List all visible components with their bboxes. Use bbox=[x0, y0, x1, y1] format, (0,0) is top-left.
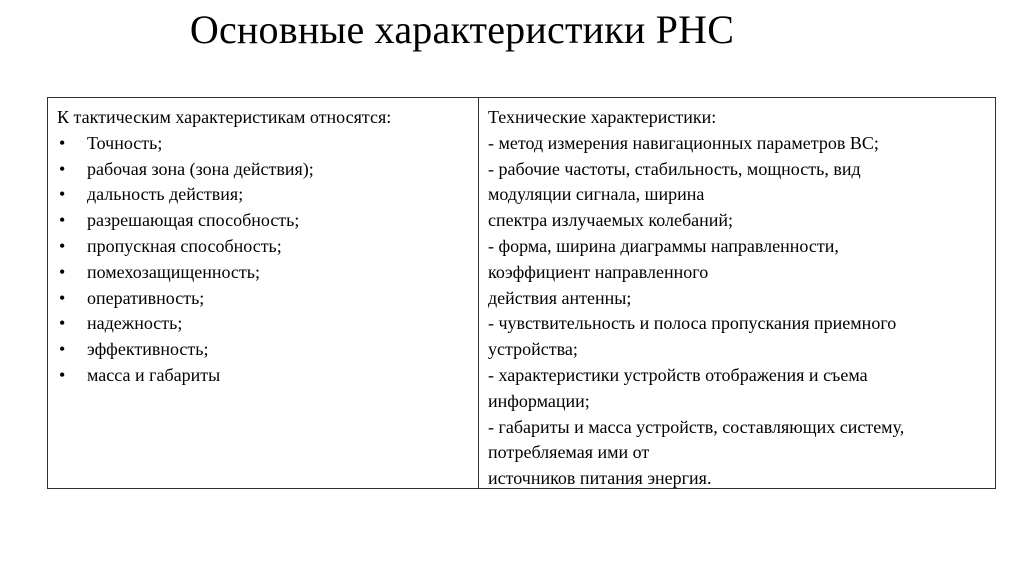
tactical-item bbox=[57, 234, 478, 260]
technical-item bbox=[488, 131, 987, 157]
tactical-item-text: оперативность; bbox=[87, 287, 205, 308]
technical-item-line: устройства; bbox=[488, 339, 578, 360]
technical-item-line: - чувствительность и полоса пропускания приемного bbox=[488, 313, 897, 334]
bullet-icon: • bbox=[59, 339, 66, 360]
technical-item-line: - метод измерения навигационных параметров ВС; bbox=[488, 132, 879, 153]
tactical-item bbox=[57, 182, 478, 208]
technical-item-line: - рабочие частоты, стабильность, мощность, вид bbox=[488, 158, 861, 179]
slide-title bbox=[0, 6, 1024, 54]
tactical-item-text: помехозащищенность; bbox=[87, 261, 260, 282]
technical-item bbox=[488, 311, 987, 363]
tactical-item-text: эффективность; bbox=[87, 339, 209, 360]
bullet-icon: • bbox=[59, 184, 66, 205]
bullet-icon: • bbox=[59, 210, 66, 231]
tactical-item-text: пропускная способность; bbox=[87, 235, 282, 256]
technical-item-line: - форма, ширина диаграммы направленности, bbox=[488, 235, 839, 256]
technical-item bbox=[488, 363, 987, 415]
characteristics-table bbox=[47, 97, 996, 489]
bullet-icon: • bbox=[59, 364, 66, 385]
technical-item-line: источников питания энергия. bbox=[488, 468, 712, 489]
technical-item bbox=[488, 157, 987, 234]
bullet-icon: • bbox=[59, 158, 66, 179]
tactical-column bbox=[48, 98, 479, 488]
tactical-list bbox=[57, 131, 478, 389]
bullet-icon: • bbox=[59, 235, 66, 256]
technical-column bbox=[479, 98, 995, 488]
tactical-item-text: надежность; bbox=[87, 313, 183, 334]
technical-item-line: действия антенны; bbox=[488, 287, 632, 308]
tactical-item-text: масса и габариты bbox=[87, 364, 221, 385]
tactical-item bbox=[57, 311, 478, 337]
bullet-icon: • bbox=[59, 313, 66, 334]
bullet-icon: • bbox=[59, 261, 66, 282]
technical-item bbox=[488, 415, 987, 492]
technical-item-line: - характеристики устройств отображения и съема bbox=[488, 364, 868, 385]
technical-item bbox=[488, 234, 987, 311]
tactical-item-text: дальность действия; bbox=[87, 184, 244, 205]
tactical-item bbox=[57, 363, 478, 389]
technical-item-line: информации; bbox=[488, 390, 590, 411]
tactical-item bbox=[57, 131, 478, 157]
bullet-icon: • bbox=[59, 287, 66, 308]
tactical-item bbox=[57, 286, 478, 312]
technical-heading: Технические характеристики: bbox=[488, 107, 717, 127]
tactical-item-text: рабочая зона (зона действия); bbox=[87, 158, 314, 179]
tactical-item bbox=[57, 337, 478, 363]
tactical-heading: К тактическим характеристикам относятся: bbox=[57, 107, 392, 127]
technical-item-line: потребляемая ими от bbox=[488, 442, 650, 463]
tactical-item-text: разрешающая способность; bbox=[87, 210, 300, 231]
tactical-item bbox=[57, 208, 478, 234]
technical-item-line: спектра излучаемых колебаний; bbox=[488, 210, 734, 231]
slide-title-text: Основные характеристики РНС bbox=[189, 7, 735, 52]
technical-item-line: коэффициент направленного bbox=[488, 261, 709, 282]
technical-item-line: - габариты и масса устройств, составляющих систему, bbox=[488, 416, 905, 437]
tactical-item bbox=[57, 157, 478, 183]
technical-item-line: модуляции сигнала, ширина bbox=[488, 184, 705, 205]
tactical-item-text: Точность; bbox=[87, 132, 163, 153]
tactical-item bbox=[57, 260, 478, 286]
technical-list bbox=[488, 131, 987, 492]
bullet-icon: • bbox=[59, 132, 66, 153]
